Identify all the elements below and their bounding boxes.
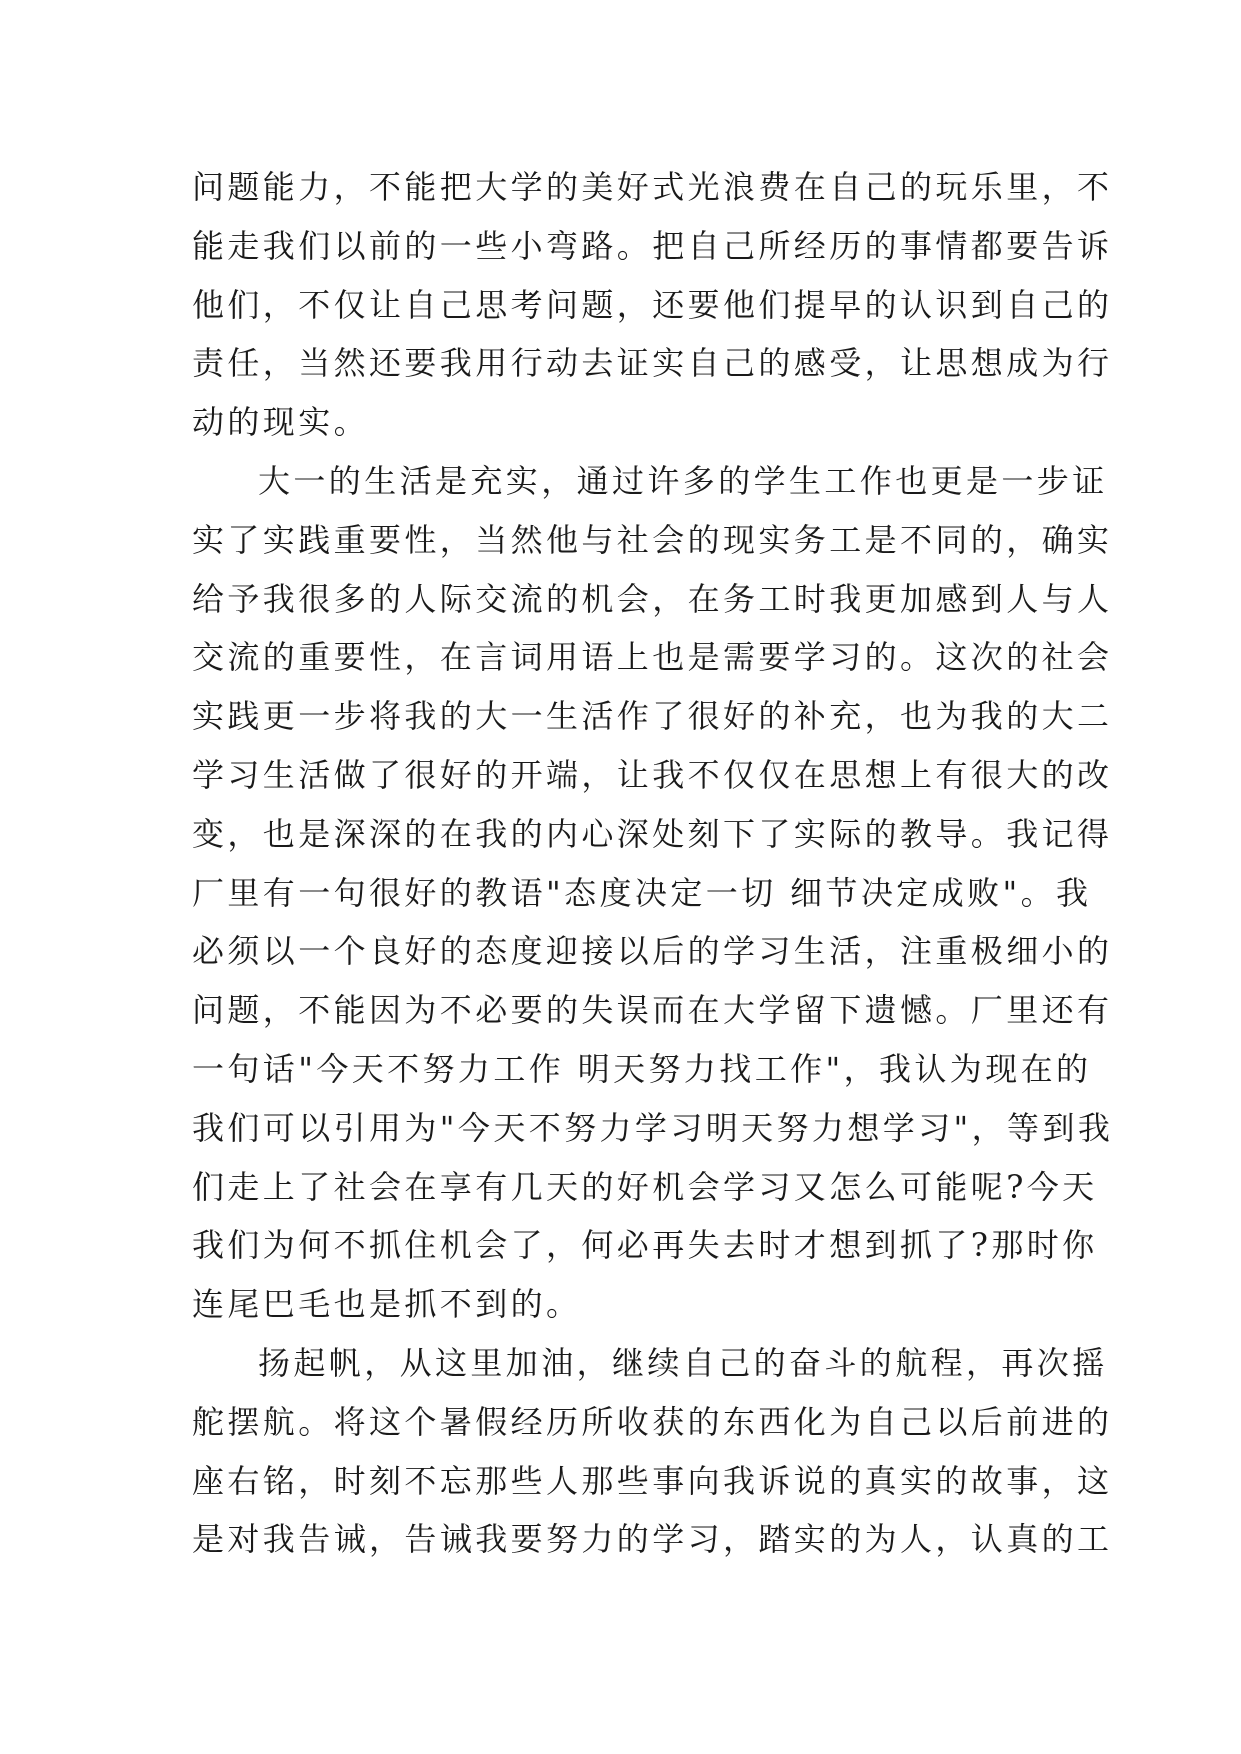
text-line: 给予我很多的人际交流的机会，在务工时我更加感到人与人 xyxy=(192,579,1113,618)
text-line: 能走我们以前的一些小弯路。把自己所经历的事情都要告诉 xyxy=(192,226,1113,265)
text-line: 责任，当然还要我用行动去证实自己的感受，让思想成为行 xyxy=(192,344,1113,383)
text-line: 问题能力，不能把大学的美好式光浪费在自己的玩乐里，不 xyxy=(192,168,1113,206)
text-line: 实践更一步将我的大一生活作了很好的补充，也为我的大二 xyxy=(192,697,1113,736)
text-line: 问题，不能因为不必要的失误而在大学留下遗憾。厂里还有 xyxy=(192,991,1113,1030)
text-line: 实了实践重要性，当然他与社会的现实务工是不同的，确实 xyxy=(192,520,1113,559)
text-line: 我们可以引用为"今天不努力学习明天努力想学习"，等到我 xyxy=(192,1108,1114,1147)
text-line: 舵摆航。将这个暑假经历所收获的东西化为自己以后前进的 xyxy=(192,1402,1113,1441)
paragraph xyxy=(192,1334,1113,1569)
text-line: 大一的生活是充实，通过许多的学生工作也更是一步证 xyxy=(258,461,1108,500)
text-line: 们走上了社会在享有几天的好机会学习又怎么可能呢?今天 xyxy=(192,1167,1098,1206)
paragraph xyxy=(192,158,1113,452)
text-line: 必须以一个良好的态度迎接以后的学习生活，注重极细小的 xyxy=(192,932,1113,971)
text-line: 厂里有一句很好的教语"态度决定一切 细节决定成败"。我 xyxy=(192,873,1092,912)
text-line: 他们，不仅让自己思考问题，还要他们提早的认识到自己的 xyxy=(192,285,1113,324)
text-line: 我们为何不抓住机会了，何必再失去时才想到抓了?那时你 xyxy=(192,1226,1098,1265)
text-line: 扬起帆，从这里加油，继续自己的奋斗的航程，再次摇 xyxy=(258,1343,1108,1382)
text-line: 座右铭，时刻不忘那些人那些事向我诉说的真实的故事，这 xyxy=(192,1461,1113,1500)
text-line: 交流的重要性，在言词用语上也是需要学习的。这次的社会 xyxy=(192,638,1113,677)
text-line: 学习生活做了很好的开端，让我不仅仅在思想上有很大的改 xyxy=(192,755,1113,794)
text-line: 一句话"今天不努力工作 明天努力找工作"，我认为现在的 xyxy=(192,1049,1092,1088)
body-text xyxy=(192,158,1114,1569)
text-line: 变，也是深深的在我的内心深处刻下了实际的教导。我记得 xyxy=(192,814,1113,853)
text-line: 是对我告诫，告诫我要努力的学习，踏实的为人，认真的工 xyxy=(192,1520,1113,1559)
paragraph xyxy=(192,452,1114,1334)
text-line: 连尾巴毛也是抓不到的。 xyxy=(192,1285,582,1324)
text-line: 动的现实。 xyxy=(192,403,370,442)
